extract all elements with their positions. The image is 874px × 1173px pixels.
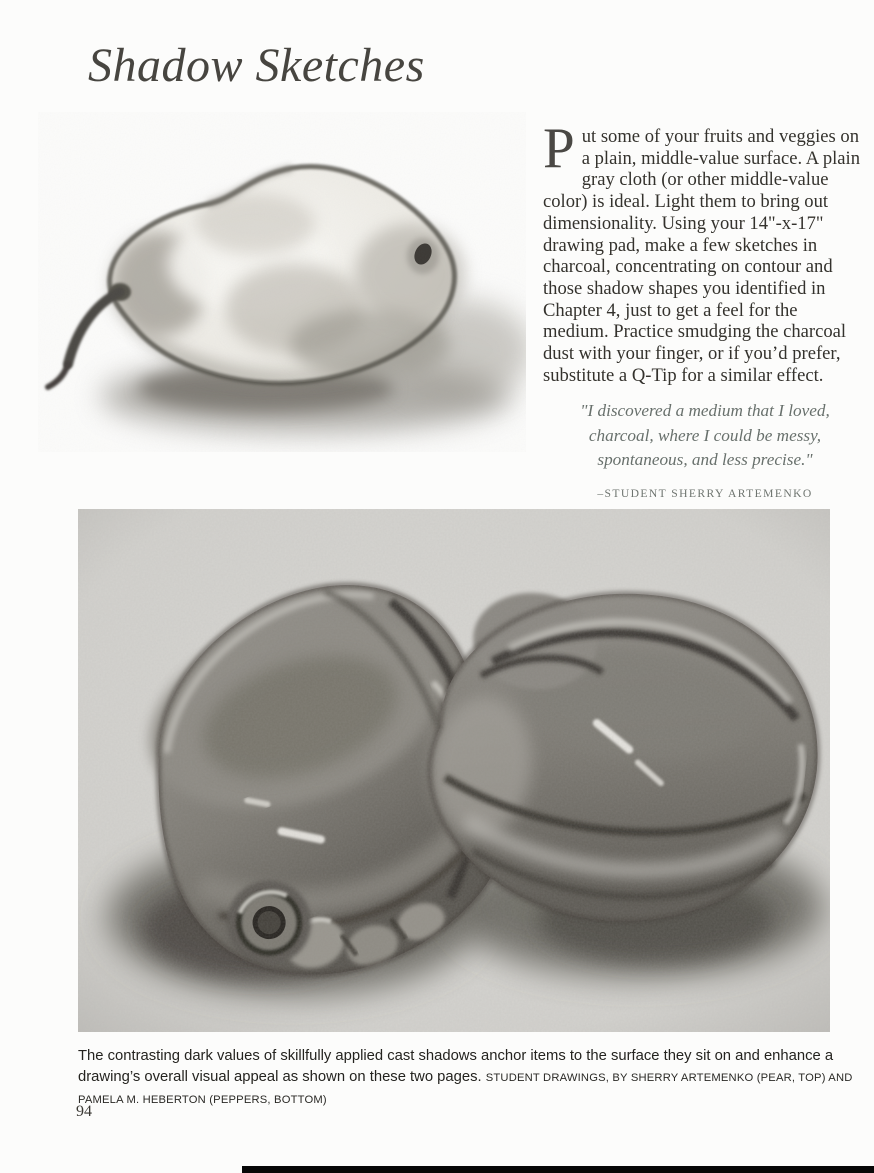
body-text: ut some of your fruits and veggies on a plain, middle-value surface. A plain gray cloth (or other middle-value color) is ideal. Light them to bring out dimensionality. Using your 14"-x-17" drawing pad, make a few sketches in charcoal, concentrating on contour and those shadow shapes you identified in Chapter 4, just to get a feel for the medium. Practice smudging the charcoal dust with your finger, or if you’d prefer, substitute a Q-Tip for a similar effect. (543, 126, 861, 386)
quote-line: spontaneous, and less precise." (597, 450, 813, 470)
quote-line: charcoal, where I could be messy, (588, 425, 822, 445)
page-title: Shadow Sketches (88, 39, 425, 92)
caption-credit: STUDENT DRAWINGS, BY SHERRY ARTEMENKO (PEAR, TOP) AND PAMELA M. HEBERTON (PEPPERS, BOTTOM) (78, 1072, 853, 1106)
pear-drawing (38, 112, 526, 452)
quote-line: "I discovered a medium that I loved, (580, 401, 830, 420)
figure-caption (78, 1046, 864, 1111)
caption-text: The contrasting dark values of skillfully applied cast shadows anchor items to the surface they sit on and enhance a drawing’s overall visual appeal as shown on these two pages. (78, 1048, 834, 1085)
quote-attribution: –STUDENT SHERRY ARTEMENKO (597, 486, 813, 500)
drop-cap: P (543, 117, 575, 180)
body-paragraph (543, 117, 867, 386)
scan-edge-artifact (242, 1166, 874, 1173)
page-number: 94 (76, 1103, 92, 1120)
body-text-column (543, 117, 867, 386)
pear-drawing-figure (38, 112, 526, 452)
pull-quote (543, 399, 867, 506)
peppers-drawing (78, 509, 830, 1032)
peppers-drawing-figure (78, 509, 830, 1032)
